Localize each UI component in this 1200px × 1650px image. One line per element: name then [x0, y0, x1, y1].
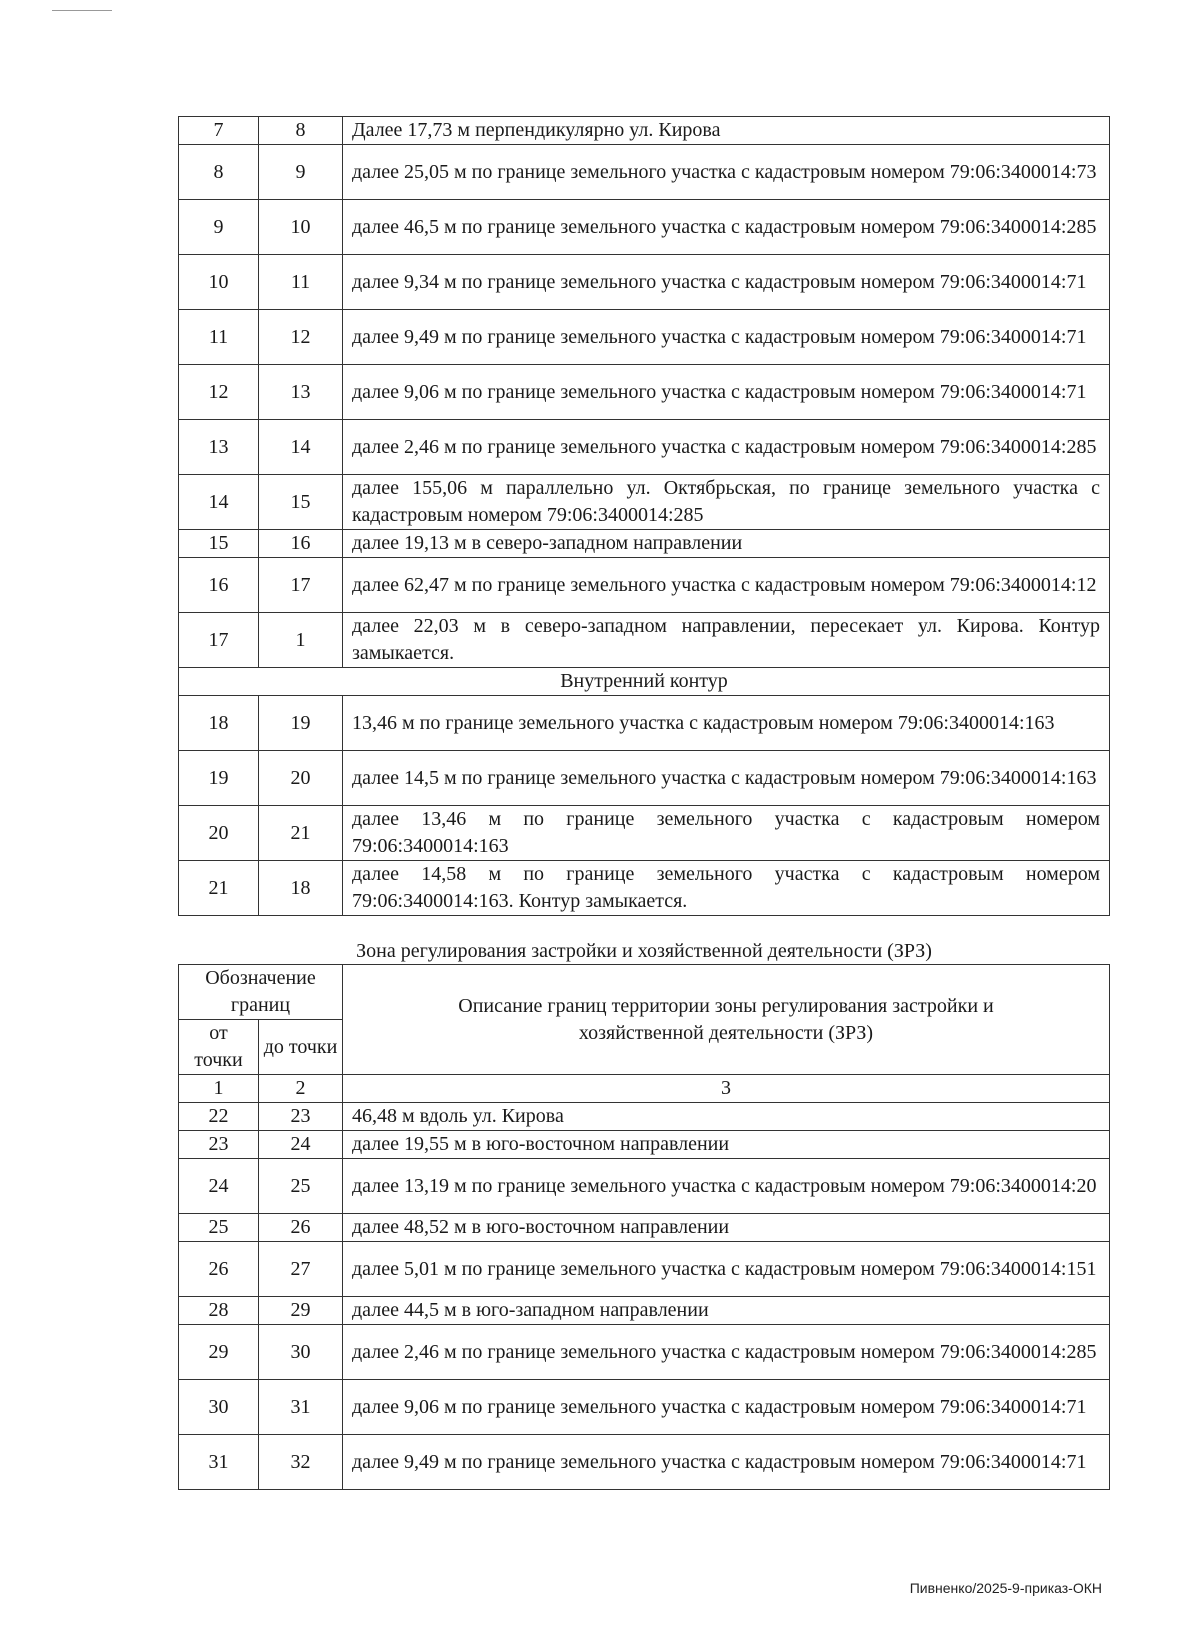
to-point: 23 [259, 1103, 343, 1131]
segment-description: 13,46 м по границе земельного участка с кадастровым номером 79:06:3400014:163 [343, 696, 1110, 751]
segment-description: далее 13,46 м по границе земельного участка с кадастровым номером 79:06:3400014:163 [343, 806, 1110, 861]
to-point: 32 [259, 1435, 343, 1490]
boundary-rows [179, 117, 1110, 916]
segment-description: Далее 17,73 м перпендикулярно ул. Кирова [343, 117, 1110, 145]
to-point: 11 [259, 255, 343, 310]
table-row [179, 200, 1110, 255]
segment-description: далее 48,52 м в юго-восточном направлении [343, 1214, 1110, 1242]
from-point: 20 [179, 806, 259, 861]
description-header: Описание границ территории зоны регулирования застройки и хозяйственной деятельности (ЗРЗ) [343, 965, 1110, 1075]
table-row [179, 751, 1110, 806]
table-row [179, 696, 1110, 751]
document-footer-reference: Пивненко/2025-9-приказ-ОКН [909, 1580, 1102, 1596]
table-row [179, 1380, 1110, 1435]
table-row [179, 530, 1110, 558]
table-row [179, 145, 1110, 200]
inner-contour-heading-row [179, 668, 1110, 696]
segment-description: 46,48 м вдоль ул. Кирова [343, 1103, 1110, 1131]
segment-description: далее 5,01 м по границе земельного участка с кадастровым номером 79:06:3400014:151 [343, 1242, 1110, 1297]
to-point: 29 [259, 1297, 343, 1325]
table-row [179, 558, 1110, 613]
segment-description: далее 9,49 м по границе земельного участка с кадастровым номером 79:06:3400014:71 [343, 310, 1110, 365]
table-row [179, 310, 1110, 365]
from-point: 19 [179, 751, 259, 806]
from-point: 22 [179, 1103, 259, 1131]
to-point: 14 [259, 420, 343, 475]
segment-description: далее 13,19 м по границе земельного участка с кадастровым номером 79:06:3400014:20 [343, 1159, 1110, 1214]
from-point: 11 [179, 310, 259, 365]
inner-contour-heading: Внутренний контур [179, 668, 1110, 696]
from-point: 15 [179, 530, 259, 558]
from-point: 30 [179, 1380, 259, 1435]
table-row [179, 1325, 1110, 1380]
table-row [179, 1159, 1110, 1214]
segment-description: далее 62,47 м по границе земельного участка с кадастровым номером 79:06:3400014:12 [343, 558, 1110, 613]
to-point: 1 [259, 613, 343, 668]
segment-description: далее 25,05 м по границе земельного участка с кадастровым номером 79:06:3400014:73 [343, 145, 1110, 200]
to-point: 30 [259, 1325, 343, 1380]
zrz-rows [179, 1103, 1110, 1490]
segment-description: далее 22,03 м в северо-западном направлении, пересекает ул. Кирова. Контур замыкается. [343, 613, 1110, 668]
to-point: 21 [259, 806, 343, 861]
from-point: 7 [179, 117, 259, 145]
segment-description: далее 14,5 м по границе земельного участка с кадастровым номером 79:06:3400014:163 [343, 751, 1110, 806]
to-point: 8 [259, 117, 343, 145]
header-row [179, 965, 1110, 1020]
from-point: 25 [179, 1214, 259, 1242]
from-point: 9 [179, 200, 259, 255]
to-point: 13 [259, 365, 343, 420]
from-point: 13 [179, 420, 259, 475]
from-point: 24 [179, 1159, 259, 1214]
table-row [179, 1297, 1110, 1325]
segment-description: далее 9,06 м по границе земельного участка с кадастровым номером 79:06:3400014:71 [343, 1380, 1110, 1435]
from-point: 8 [179, 145, 259, 200]
from-point: 23 [179, 1131, 259, 1159]
table-row [179, 806, 1110, 861]
to-point: 10 [259, 200, 343, 255]
from-point: 26 [179, 1242, 259, 1297]
scan-mark [52, 10, 112, 11]
from-point: 18 [179, 696, 259, 751]
column-number: 3 [343, 1075, 1110, 1103]
segment-description: далее 155,06 м параллельно ул. Октябрьская, по границе земельного участка с кадастровым номером 79:06:3400014:285 [343, 475, 1110, 530]
table-row [179, 1214, 1110, 1242]
column-number: 2 [259, 1075, 343, 1103]
to-point: 12 [259, 310, 343, 365]
table-row [179, 861, 1110, 916]
from-point: 12 [179, 365, 259, 420]
to-point: 24 [259, 1131, 343, 1159]
to-point: 19 [259, 696, 343, 751]
segment-description: далее 19,13 м в северо-западном направлении [343, 530, 1110, 558]
to-point: 25 [259, 1159, 343, 1214]
column-number-row [179, 1075, 1110, 1103]
segment-description: далее 2,46 м по границе земельного участка с кадастровым номером 79:06:3400014:285 [343, 1325, 1110, 1380]
column-number: 1 [179, 1075, 259, 1103]
to-point: 18 [259, 861, 343, 916]
to-point: 16 [259, 530, 343, 558]
to-point: 9 [259, 145, 343, 200]
table-row [179, 365, 1110, 420]
from-point: 14 [179, 475, 259, 530]
table-row [179, 117, 1110, 145]
to-point: 26 [259, 1214, 343, 1242]
to-point-header: до точки [259, 1020, 343, 1075]
from-point: 16 [179, 558, 259, 613]
table-row [179, 1435, 1110, 1490]
segment-description: далее 44,5 м в юго-западном направлении [343, 1297, 1110, 1325]
from-point-header: от точки [179, 1020, 259, 1075]
table-row [179, 1131, 1110, 1159]
table-row [179, 1103, 1110, 1131]
zrz-table-header [179, 965, 1110, 1103]
to-point: 31 [259, 1380, 343, 1435]
table-row [179, 1242, 1110, 1297]
segment-description: далее 14,58 м по границе земельного участка с кадастровым номером 79:06:3400014:163. Контур замыкается. [343, 861, 1110, 916]
table-row [179, 255, 1110, 310]
from-point: 21 [179, 861, 259, 916]
from-point: 29 [179, 1325, 259, 1380]
from-point: 17 [179, 613, 259, 668]
to-point: 27 [259, 1242, 343, 1297]
table-row [179, 475, 1110, 530]
from-point: 31 [179, 1435, 259, 1490]
segment-description: далее 9,06 м по границе земельного участка с кадастровым номером 79:06:3400014:71 [343, 365, 1110, 420]
boundary-table-continued [178, 116, 1110, 916]
to-point: 20 [259, 751, 343, 806]
segment-description: далее 46,5 м по границе земельного участка с кадастровым номером 79:06:3400014:285 [343, 200, 1110, 255]
designation-header: Обозначение границ [179, 965, 343, 1020]
zrz-boundary-table [178, 964, 1110, 1490]
to-point: 15 [259, 475, 343, 530]
segment-description: далее 19,55 м в юго-восточном направлении [343, 1131, 1110, 1159]
segment-description: далее 9,34 м по границе земельного участка с кадастровым номером 79:06:3400014:71 [343, 255, 1110, 310]
segment-description: далее 9,49 м по границе земельного участка с кадастровым номером 79:06:3400014:71 [343, 1435, 1110, 1490]
segment-description: далее 2,46 м по границе земельного участка с кадастровым номером 79:06:3400014:285 [343, 420, 1110, 475]
zone-caption: Зона регулирования застройки и хозяйственной деятельности (ЗРЗ) [356, 940, 932, 962]
table-row [179, 613, 1110, 668]
from-point: 28 [179, 1297, 259, 1325]
to-point: 17 [259, 558, 343, 613]
from-point: 10 [179, 255, 259, 310]
table-row [179, 420, 1110, 475]
